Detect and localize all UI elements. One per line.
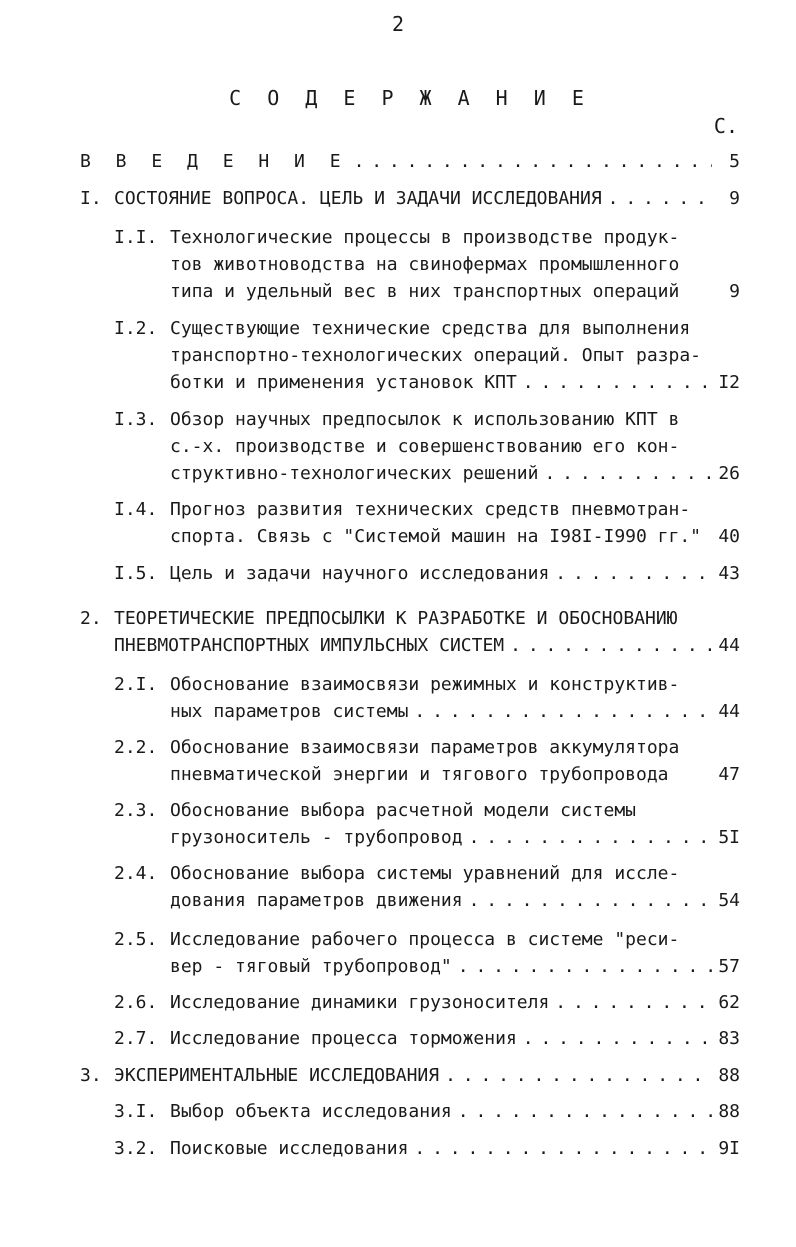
dot-leader — [510, 632, 712, 659]
toc-entry-section-3-1 — [114, 1098, 740, 1125]
toc-entry-text: типа и удельный вес в них транспортных операций — [170, 281, 680, 302]
toc-entry-text: дования параметров движения — [170, 890, 463, 911]
toc-page-number: 43 — [718, 563, 740, 584]
toc-entry-text: Исследование рабочего процесса в системе "реси- — [170, 929, 680, 950]
toc-entry-text: с.-х. производстве и совершенствованию его кон- — [170, 436, 680, 457]
toc-entry-text: Исследование процесса торможения — [170, 1028, 517, 1049]
dot-leader — [354, 148, 712, 175]
dot-leader — [458, 953, 712, 980]
toc-entry-number: 2.I. — [114, 674, 158, 695]
toc-entry-number: 3.2. — [114, 1138, 158, 1159]
dot-leader — [544, 460, 712, 487]
toc-entry-text: структивно-технологических решений — [170, 463, 539, 484]
dot-leader — [523, 369, 712, 396]
toc-entry-text: Обзор научных предпосылок к использованию КПТ в — [170, 409, 680, 430]
page-number: 2 — [391, 12, 405, 36]
toc-entry-text: пневматической энергии и тягового трубопровода — [170, 764, 669, 785]
toc-entry-section-1-3 — [114, 406, 740, 487]
toc-entry-number: 2. — [80, 608, 102, 629]
toc-page-number: 9I — [718, 1138, 740, 1159]
toc-entry-number: I.5. — [114, 563, 158, 584]
dot-leader — [469, 887, 712, 914]
toc-entry-text: Поисковые исследования — [170, 1138, 409, 1159]
toc-entry-number: I.I. — [114, 227, 158, 248]
toc-entry-section-2-5 — [114, 926, 740, 980]
toc-entry-number: 2.3. — [114, 800, 158, 821]
toc-page-number: 9 — [729, 281, 740, 302]
toc-entry-text: ТЕОРЕТИЧЕСКИЕ ПРЕДПОСЫЛКИ К РАЗРАБОТКЕ И ОБОСНОВАНИЮ — [114, 608, 678, 629]
toc-entry-text: Обоснование выбора расчетной модели системы — [170, 800, 636, 821]
toc-entry-chapter-1 — [80, 185, 740, 212]
toc-page-number: 88 — [718, 1101, 740, 1122]
toc-page-number: 54 — [718, 890, 740, 911]
toc-page-number: 9 — [729, 188, 740, 209]
toc-entry-text: ботки и применения установок КПТ — [170, 372, 517, 393]
toc-entry-text: Существующие технические средства для выполнения — [170, 318, 691, 339]
toc-page-number: 5 — [729, 151, 740, 172]
toc-entry-number: 2.2. — [114, 737, 158, 758]
toc-entry-text: тов животноводства на свинофермах промышленного — [170, 254, 680, 275]
toc-entry-text: Обоснование взаимосвязи параметров аккумулятора — [170, 737, 680, 758]
toc-entry-number: 2.6. — [114, 992, 158, 1013]
toc-entry-text: ных параметров системы — [170, 701, 409, 722]
toc-entry-section-2-2 — [114, 734, 740, 788]
toc-entry-chapter-3 — [80, 1062, 740, 1089]
toc-entry-section-2-4 — [114, 860, 740, 914]
dot-leader — [458, 1098, 712, 1125]
toc-entry-section-1-5 — [114, 560, 740, 587]
toc-entry-text: Технологические процессы в производстве продук- — [170, 227, 680, 248]
toc-entry-number: 2.7. — [114, 1028, 158, 1049]
toc-entry-section-1-4 — [114, 496, 740, 550]
toc-entry-number: I.3. — [114, 409, 158, 430]
toc-entry-text: Выбор объекта исследования — [170, 1101, 452, 1122]
toc-entry-text: ПНЕВМОТРАНСПОРТНЫХ ИМПУЛЬСНЫХ СИСТЕМ — [114, 635, 505, 656]
dot-leader — [555, 989, 712, 1016]
dot-leader — [469, 824, 712, 851]
toc-entry-text: Прогноз развития технических средств пневмотран- — [170, 499, 691, 520]
dot-leader — [555, 560, 712, 587]
toc-entry-text: СОСТОЯНИЕ ВОПРОСА. ЦЕЛЬ И ЗАДАЧИ ИССЛЕДОВАНИЯ — [114, 188, 602, 209]
toc-entry-section-2-3 — [114, 797, 740, 851]
toc-entry-text: транспортно-технологических операций. Опыт разра- — [170, 345, 702, 366]
dot-leader — [414, 1135, 712, 1162]
toc-entry-number: I.4. — [114, 499, 158, 520]
toc-entry-text: вер - тяговый трубопровод" — [170, 956, 452, 977]
dot-leader — [414, 698, 712, 725]
dot-leader — [608, 185, 712, 212]
toc-page-number: 88 — [718, 1065, 740, 1086]
toc-entry-text: В В Е Д Е Н И Е — [80, 151, 348, 172]
dot-leader — [523, 1025, 712, 1052]
toc-entry-number: 2.5. — [114, 929, 158, 950]
toc-entry-text: грузоноситель - трубопровод — [170, 827, 463, 848]
toc-page-number: 26 — [718, 463, 740, 484]
toc-entry-number: 2.4. — [114, 863, 158, 884]
toc-entry-text: спорта. Связь с "Системой машин на I98I-I990 гг." — [170, 526, 702, 547]
toc-entry-text: Исследование динамики грузоносителя — [170, 992, 550, 1013]
toc-page-number: 57 — [718, 956, 740, 977]
toc-entry-section-2-6 — [114, 989, 740, 1016]
toc-entry-section-2-1 — [114, 671, 740, 725]
toc-entry-number: I.2. — [114, 318, 158, 339]
dot-leader — [445, 1062, 712, 1089]
toc-entry-chapter-2 — [80, 605, 740, 659]
toc-page-number: 44 — [718, 701, 740, 722]
toc-entry-text: Обоснование выбора системы уравнений для иссле- — [170, 863, 680, 884]
toc-page-number: 47 — [718, 764, 740, 785]
toc-title: С О Д Е Р Ж А Н И Е — [229, 86, 591, 110]
toc-entry-number: I. — [80, 188, 102, 209]
toc-entry-section-2-7 — [114, 1025, 740, 1052]
toc-entry-text: Цель и задачи научного исследования — [170, 563, 550, 584]
toc-page-number: 5I — [718, 827, 740, 848]
toc-page-number: 83 — [718, 1028, 740, 1049]
toc-entry-section-1-2 — [114, 315, 740, 396]
toc-entry-text: ЭКСПЕРИМЕНТАЛЬНЫЕ ИССЛЕДОВАНИЯ — [114, 1065, 440, 1086]
toc-entry-section-1-1 — [114, 224, 740, 305]
toc-entry-section-3-2 — [114, 1135, 740, 1162]
toc-entry-intro — [80, 148, 740, 175]
toc-page-number: 62 — [718, 992, 740, 1013]
toc-entry-text: Обоснование взаимосвязи режимных и конструктив- — [170, 674, 680, 695]
toc-page-number: 44 — [718, 635, 740, 656]
toc-page-number: 40 — [718, 526, 740, 547]
toc-page-number: I2 — [718, 372, 740, 393]
toc-entry-number: 3.I. — [114, 1101, 158, 1122]
page-column-label: С. — [713, 114, 738, 138]
toc-entry-number: 3. — [80, 1065, 102, 1086]
